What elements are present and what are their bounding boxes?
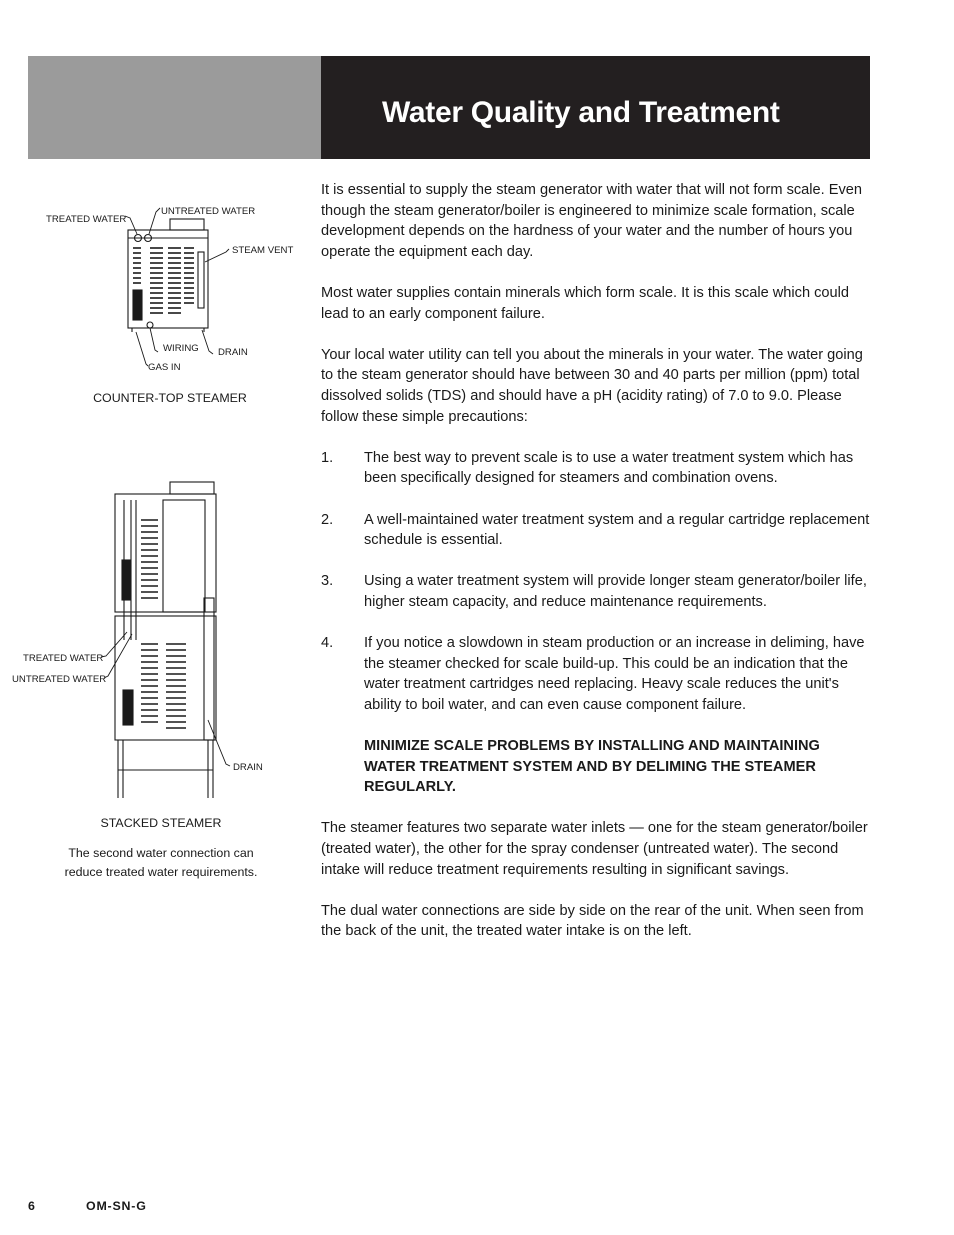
label-ct-drain: DRAIN bbox=[218, 347, 248, 358]
steamer-illustrations bbox=[0, 0, 320, 900]
caption-stacked-steamer: STACKED STEAMER bbox=[100, 816, 222, 830]
list-text: The best way to prevent scale is to use a water treatment system which has been specifically designed for steamers and combination ovens. bbox=[364, 449, 854, 487]
label-ct-treated-water: TREATED WATER bbox=[46, 214, 127, 225]
label-ct-wiring: WIRING bbox=[163, 343, 199, 354]
list-text: Using a water treatment system will provide longer steam generator/boiler life, higher steam capacity, and reduce maintenance requirements. bbox=[364, 573, 867, 610]
caption-stacked-note: The second water connection can reduce treated water requirements. bbox=[64, 846, 258, 879]
body-text bbox=[321, 180, 873, 963]
paragraph-intro-2: Most water supplies contain minerals which form scale. It is this scale which could lead to an early component failure. bbox=[321, 284, 850, 322]
list-item bbox=[321, 633, 873, 715]
paragraph-outro-2: The dual water connections are side by side on the rear of the unit. When seen from the back of the unit, the treated water intake is on the left. bbox=[321, 902, 864, 940]
label-st-drain: DRAIN bbox=[233, 762, 263, 773]
document-code: OM-SN-G bbox=[86, 1199, 147, 1213]
label-ct-gas-in: GAS IN bbox=[148, 362, 181, 373]
countertop-steamer-drawing bbox=[128, 219, 208, 332]
list-number: 3. bbox=[321, 573, 334, 590]
list-number: 4. bbox=[321, 635, 334, 652]
list-text: A well-maintained water treatment system and a regular cartridge replacement schedule is essential. bbox=[364, 511, 870, 549]
list-item bbox=[321, 571, 873, 612]
paragraph-intro-3: Your local water utility can tell you about the minerals in your water. The water going to the steam generator should have between 30 and 40 parts per million (ppm) total dissolved solids (TDS) and should have a pH (acidity rating) of 7.0 to 9.0. Please follow these simple precautions: bbox=[321, 346, 863, 425]
list-item bbox=[321, 448, 873, 489]
scale-warning: MINIMIZE SCALE PROBLEMS BY INSTALLING AND MAINTAINING WATER TREATMENT SYSTEM AND BY DELIMING THE STEAMER REGULARLY. bbox=[364, 738, 820, 796]
list-text: If you notice a slowdown in steam production or an increase in deliming, have the steamer checked for scale build-up. This could be an indication that the water treatment cartridges need replacing. Heavy scale reduces the unit's ability to boil water, and can even cause component failure. bbox=[364, 635, 865, 713]
label-ct-steam-vent: STEAM VENT bbox=[232, 245, 294, 256]
page-number: 6 bbox=[28, 1199, 35, 1213]
list-number: 2. bbox=[321, 511, 334, 528]
list-number: 1. bbox=[321, 449, 334, 466]
page-title: Water Quality and Treatment bbox=[382, 96, 780, 129]
label-st-untreated-water: UNTREATED WATER bbox=[12, 674, 107, 685]
paragraph-outro-1: The steamer features two separate water inlets — one for the steam generator/boiler (treated water), the other for the spray condenser (untreated water). The second intake will reduce treatment requirements resulting in significant savings. bbox=[321, 820, 868, 878]
label-ct-untreated-water: UNTREATED WATER bbox=[161, 206, 256, 217]
stacked-steamer-drawing bbox=[115, 482, 216, 798]
caption-countertop-steamer: COUNTER-TOP STEAMER bbox=[93, 391, 247, 405]
list-item bbox=[321, 510, 873, 551]
label-st-treated-water: TREATED WATER bbox=[23, 653, 104, 664]
paragraph-intro-1: It is essential to supply the steam generator with water that will not form scale. Even though the steam generator/boiler is engineered to minimize scale formation, scale development depends on the hardness of your water and the number of hours you operate the equipment each day. bbox=[321, 182, 863, 260]
stacked-leader-lines bbox=[101, 632, 230, 766]
precautions-list bbox=[321, 448, 873, 716]
